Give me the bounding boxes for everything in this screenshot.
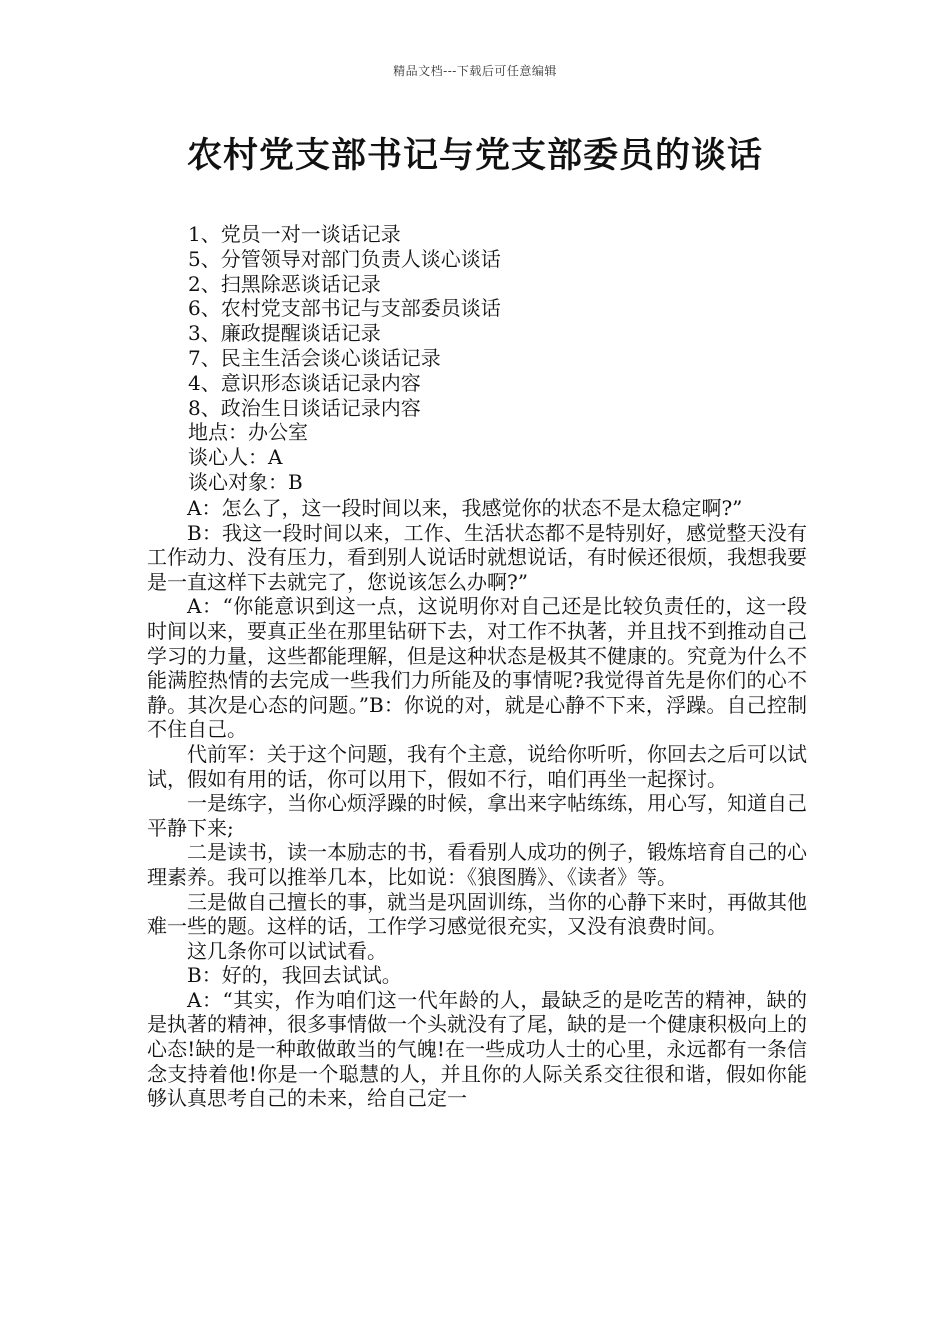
paragraph: B：我这一段时间以来，工作、生活状态都不是特别好，感觉整天没有工作动力、没有压力，看到别人说话时就想说话，有时候还很烦，我想我要是一直这样下去就完了，您说该怎么办啊?” [147,520,807,594]
conversation-body [147,496,807,1111]
list-item: 1、党员一对一谈话记录 [188,222,401,246]
list-item: 2、扫黑除恶谈话记录 [188,271,381,296]
target-line: 谈心对象：B [188,469,303,494]
paragraph: 这几条你可以试试看。 [187,938,387,963]
header-note: 精品文档---下载后可任意编辑 [393,64,557,78]
list-item: 4、意识形态谈话记录内容 [188,370,421,395]
paragraph: 二是读书，读一本励志的书，看看别人成功的例子，锻炼培育自己的心理素养。我可以推举几本，比如说：《狼图腾》、《读者》等。 [147,840,807,889]
paragraph: A：“你能意识到这一点，这说明你对自己还是比较负责任的，这一段时间以来，要真正坐在那里钻研下去，对工作不执著，并且找不到推动自己学习的力量，这些都能理解，但是这种状态是极其不健康的。究竟为什么不能满腔热情的去完成一些我们力所能及的事情呢?我觉得首先是你们的心不静。其次是心态的问题。”B：你说的对，就是心静不下来，浮躁。自己控制不住自己。 [147,594,807,742]
list-item: 7、民主生活会谈心谈话记录 [188,345,441,370]
paragraph: 三是做自己擅长的事，就当是巩固训练，当你的心静下来时，再做其他难一些的题。这样的话，工作学习感觉很充实，又没有浪费时间。 [147,889,807,939]
paragraph: 一是练字，当你心烦浮躁的时候，拿出来字帖练练，用心写，知道自己平静下来; [147,791,807,840]
list-item: 3、廉政提醒谈话记录 [188,321,381,346]
location-line: 地点：办公室 [188,420,308,445]
related-articles-list [188,222,828,495]
paragraph: A：“其实，作为咱们这一代年龄的人，最缺乏的是吃苦的精神，缺的是执著的精神，很多事情做一个头就没有了尾，缺的是一个健康积极向上的心态!缺的是一种敢做敢当的气魄!在一些成功人士的心里，永远都有一条信念支持着他!你是一个聪慧的人，并且你的人际关系交往很和谐，假如你能够认真思考自己的未来，给自己定一 [147,987,807,1111]
list-item: 8、政治生日谈话记录内容 [188,395,421,420]
paragraph: B：好的，我回去试试。 [187,963,402,988]
paragraph: A：怎么了，这一段时间以来，我感觉你的状态不是太稳定啊?” [187,496,743,520]
paragraph: 代前军：关于这个问题，我有个主意，说给你听听，你回去之后可以试试，假如有用的话，你可以用下，假如不行，咱们再坐一起探讨。 [147,741,807,791]
talker-line: 谈心人：A [188,445,283,470]
list-item: 6、农村党支部书记与支部委员谈话 [188,296,501,321]
list-item: 5、分管领导对部门负责人谈心谈话 [188,246,501,271]
document-title: 农村党支部书记与党支部委员的谈话 [186,136,763,176]
